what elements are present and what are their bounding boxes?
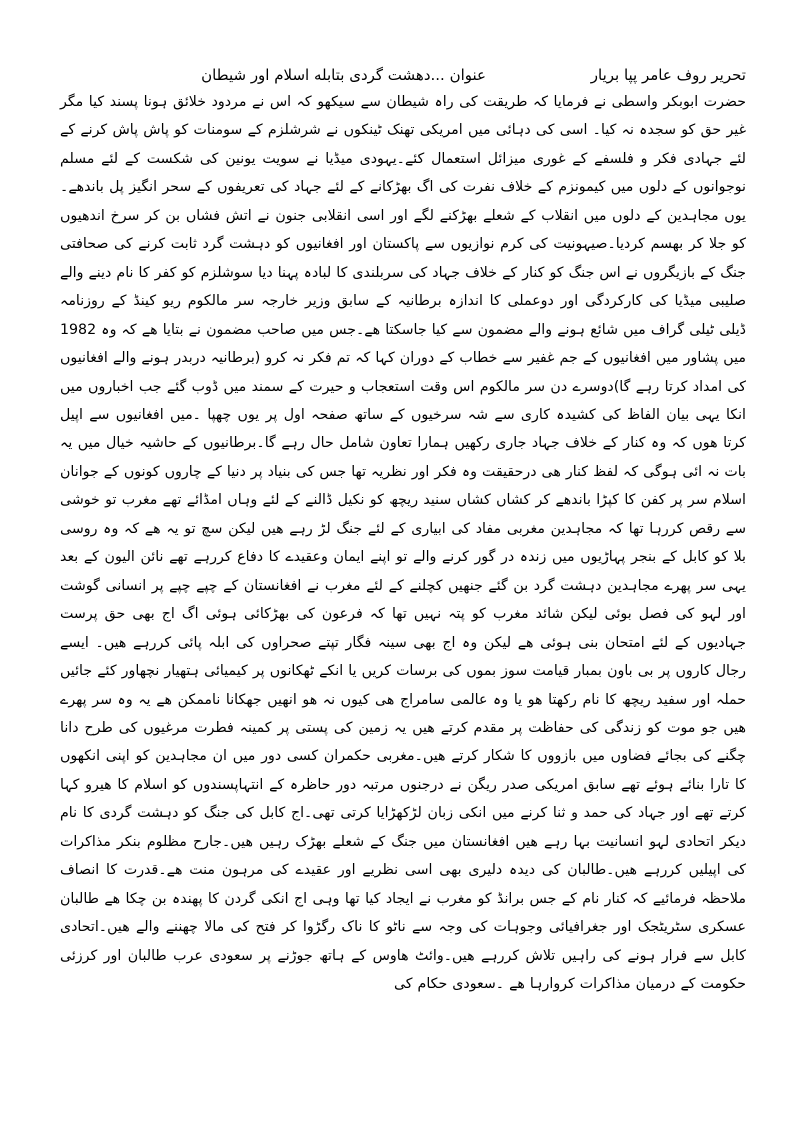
document-page bbox=[60, 62, 746, 1102]
document-title: عنوان ...دهشت گردی بتابله اسلام اور شیطان bbox=[201, 66, 486, 84]
author-line: تحریر روف عامر پپا بریار bbox=[590, 66, 746, 84]
document-header bbox=[60, 62, 746, 88]
body-paragraph: حضرت ابوبکر واسطی نے فرمایا کہ طریقت کی راہ شیطان سے سیکھو کہ اس نے مردود خلائق ہونا پسند کیا مگر غیر حق کو سجدہ نہ کیا۔ اسی کی دہائی میں امریکی تھنک ٹینکوں نے شرشلزم کے سومنات کو پاش پاش کرنے کے لئے جہادی فکر و فلسفے کے غوری میزائل استعمال کئے۔یہودی میڈیا نے سویت یونین کی شکست کے لئے مسلم نوجوانوں کے دلوں میں کیمونزم کے خلاف نفرت کی اگ بھڑکانے کے لئے جہاد کی تعریفوں کے سحر انگیز پل باندھے۔یوں مجاہدین کے دلوں میں انقلاب کے شعلے بھڑکنے لگے اور اسی انقلابی جنون نے اتش فشاں بن کر سرخ اندھیوں کو جلا کر بھسم کردیا۔صیہونیت کی کرم نوازیوں سے پاکستان اور افغانیوں کو دہشت گرد ثابت کرنے کی صحافتی جنگ کے بازیگروں نے اس جنگ کو کنار کے خلاف جہاد کی سربلندی کا لبادہ پہنا دیا سوشلزم کو کفر کا نام دینے والے صلیبی میڈیا کی کارکردگی اور دوعملی کا اندازہ برطانیہ کے سابق وزیر خارجہ سر مالکوم ریو کینڈ کے روزنامہ ڈیلی ٹیلی گراف میں شائع ہونے والے مضمون سے کیا جاسکتا ھے۔جس میں صاحب مضمون نے بتایا ھے کہ وہ 1982 میں پشاور میں افغانیوں کے جم غفیر سے خطاب کے دوران کہا کہ تم فکر نہ کرو (برطانیہ دربدر ہونے والے افغانیوں کی امداد کرتا رہے گا)دوسرے دن سر مالکوم اس وقت استعجاب و حیرت کے سمند میں ڈوب گئے جب اخباروں میں انکا یہی بیان الفاظ کی کشیدہ کاری سے شہ سرخیوں کے ساتھ صفحہ اول پر یوں چھپا ۔میں افغانیوں سے اپیل کرتا ھوں کہ وہ کنار کے خلاف جہاد جاری رکھیں ہمارا تعاون شامل حال رہے گا۔برطانیوں کے حاشیہ خیال میں یہ بات نہ ائی ہوگی کہ لفظ کنار ھی درحقیقت وہ فکر اور نظریہ تھا جس کی بنیاد پر دنیا کے چاروں کونوں کے جوانان اسلام سر پر کفن کا کپڑا باندھے کر کشاں کشاں سنید ریچھ کو نکیل ڈالنے کے لئے وہاں امڈائے تھے مغرب تو خوشی سے رقص کررہا تھا کہ مجاہدین مغربی مفاد کی ابیاری کے لئے جنگ لڑ رہے ھیں لیکن سچ تو یہ ھے کہ وہ روسی بلا کو کابل کے بنجر پہاڑیوں میں زندہ در گور کرنے والے تو اپنے ایمان وعقیدے کا دفاع کررہے تھے نائن الیون کے بعد یہی سر پھرے مجاہدین دہشت گرد بن گئے جنھیں کچلنے کے لئے مغرب نے افغانستان کے چپے چپے پر انسانی گوشت اور لہو کی فصل بوئی لیکن شائد مغرب کو پتہ نہیں تھا کہ فرعون کی بھڑکائی ہوئی اگ اج بھی حق پرست جہادیوں کے لئے امتحان بنی ہوئی ھے لیکن وہ اج بھی سینہ فگار تپتے صحراوں کی ابلہ پائی کررہے ھیں۔ ایسے رجال کاروں پر بی باون بمبار قیامت سوز بموں کی برسات کریں یا انکے ٹھکانوں پر کیمیائی ہتھیار نچھاور کئے جائیں حملہ اور سفید ریچھ کا نام رکھتا ھو یا وہ عالمی سامراج ھی کیوں نہ ھو انھیں جھکانا ناممکن ھے یہ وہ سر پھرے ھیں جو موت کو زندگی کی حفاظت پر مقدم کرتے ھیں یہ زمین کی پستی پر کمینہ فطرت مرغیوں کی طرح دانا چگنے کی بجائے فضاوں میں بازووں کا شکار کرتے ھیں۔مغربی حکمران کسی دور میں ان مجاہدین کو اپنی انکھوں کا تارا بنائے ہوئے تھے سابق امریکی صدر ریگن نے درجنوں مرتبہ دور حاظرہ کے انتہاپسندوں کو اسلام کا ھیرو کہا کرتے تھے اور جہاد کی حمد و ثنا کرنے میں انکی زبان لڑکھڑایا کرتی تھی۔اج کابل کی جنگ کو دہشت گردی کا نام دیکر اتحادی لہو انسانیت بہا رہے ھیں افغانستان میں جنگ کے شعلے بھڑک رہیں ھیں۔جارح مظلوم بنکر مذاکرات کی اپیلیں کررہے ھیں۔طالبان کی دیدہ دلیری بھی اسی نظریے اور عقیدے کی مرہون منت ھے۔قدرت کا انصاف ملاحظہ فرمائیے کہ کنار نام کے جس برانڈ کو مغرب نے ایجاد کیا تھا وہی اج انکی گردن کا پھندہ بن چکا ھے طالبان عسکری سٹریٹجک اور جغرافیائی وجوہات کی وجہ سے ناٹو کا ناک رگڑوا کر فتح کی مالا چھننے والے ھیں۔اتحادی کابل سے فرار ہونے کی راہیں تلاش کررہے ھیں۔وائٹ ھاوس کے ہاتھ جوڑنے پر سعودی عرب طالبان اور کرزئی حکومت کے درمیان مذاکرات کروارہا ھے ۔سعودی حکام کی bbox=[60, 94, 746, 993]
